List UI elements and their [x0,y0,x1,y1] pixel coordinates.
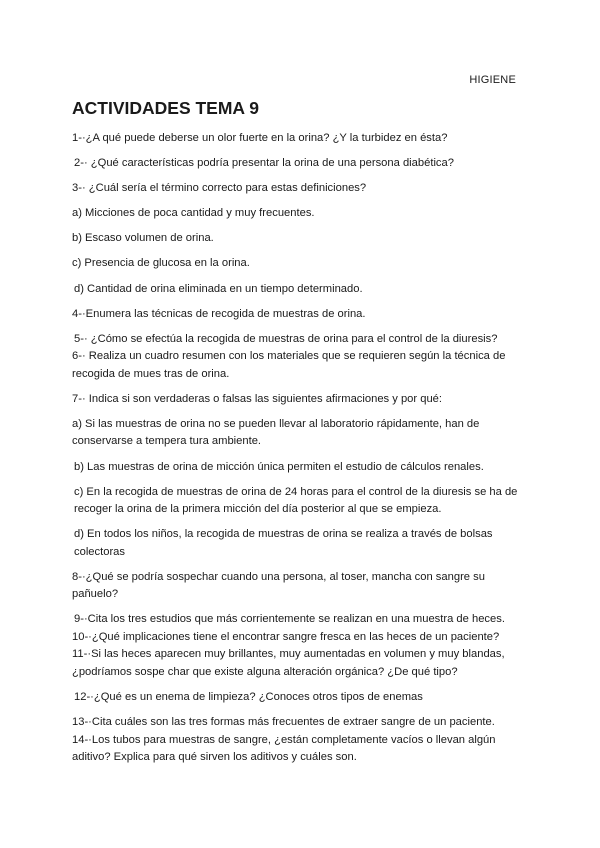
question-7-option-d: d) En todos los niños, la recogida de muestras de orina se realiza a través de bolsas colectoras [74,528,493,558]
question-7-option-b: b) Las muestras de orina de micción única permiten el estudio de cálculos renales. [74,460,484,473]
question-7-option-c: c) En la recogida de muestras de orina de 24 horas para el control de la diuresis se ha de recoger la orina de la primera micción del día posterior al que se empieza. [74,485,518,516]
question-3-option-b: b) Escaso volumen de orina. [72,232,214,245]
question-4: 4‐·Enumera las técnicas de recogida de muestras de orina. [72,307,366,320]
question-9: 9‐·Cita los tres estudios que más corrientemente se realizan en una muestra de heces. [74,613,505,626]
question-5: 5‐· ¿Cómo se efectúa la recogida de muestras de orina para el control de la diuresis? [74,332,498,345]
question-10: 10‐·¿Qué implicaciones tiene el encontrar sangre fresca en las heces de un paciente? [72,630,500,643]
question-3: 3‐· ¿Cuál sería el término correcto para estas definiciones? [72,182,367,195]
question-12: 12‐·¿Qué es un enema de limpieza? ¿Conoces otros tipos de enemas [74,691,423,703]
question-3-option-d: d) Cantidad de orina eliminada en un tiempo determinado. [74,282,363,295]
question-3-option-a: a) Micciones de poca cantidad y muy frecuentes. [72,207,315,220]
question-6: 6‐· Realiza un cuadro resumen con los materiales que se requieren según la técnica de recogida de mues tras de orina. [72,350,506,380]
question-2: 2‐· ¿Qué características podría presentar la orina de una persona diabética? [74,157,454,170]
question-8: 8‐·¿Qué se podría sospechar cuando una persona, al toser, mancha con sangre su pañuelo? [72,570,485,601]
question-14: 14‐·Los tubos para muestras de sangre, ¿están completamente vacíos o llevan algún aditivo? Explica para qué sirven los aditivos y cuáles son. [72,733,496,764]
page-title: ACTIVIDADES TEMA 9 [72,98,260,118]
question-3-option-c: c) Presencia de glucosa en la orina. [72,257,250,270]
question-11: 11‐·Si las heces aparecen muy brillantes, muy aumentadas en volumen y muy blandas, ¿podríamos sospe char que existe alguna alteración orgánica? ¿De qué tipo? [72,648,505,678]
question-7: 7‐· Indica si son verdaderas o falsas las siguientes afirmaciones y por qué: [72,392,442,405]
question-7-option-a: a) Si las muestras de orina no se pueden llevar al laboratorio rápidamente, han de conservarse a tempera tura ambiente. [72,417,480,448]
activities-list [72,130,534,774]
question-1: 1‐·¿A qué puede deberse un olor fuerte en la orina? ¿Y la turbidez en ésta? [72,132,448,144]
question-13: 13‐·Cita cuáles son las tres formas más frecuentes de extraer sangre de un paciente. [72,716,495,729]
subject-header: HIGIENE [469,74,516,86]
